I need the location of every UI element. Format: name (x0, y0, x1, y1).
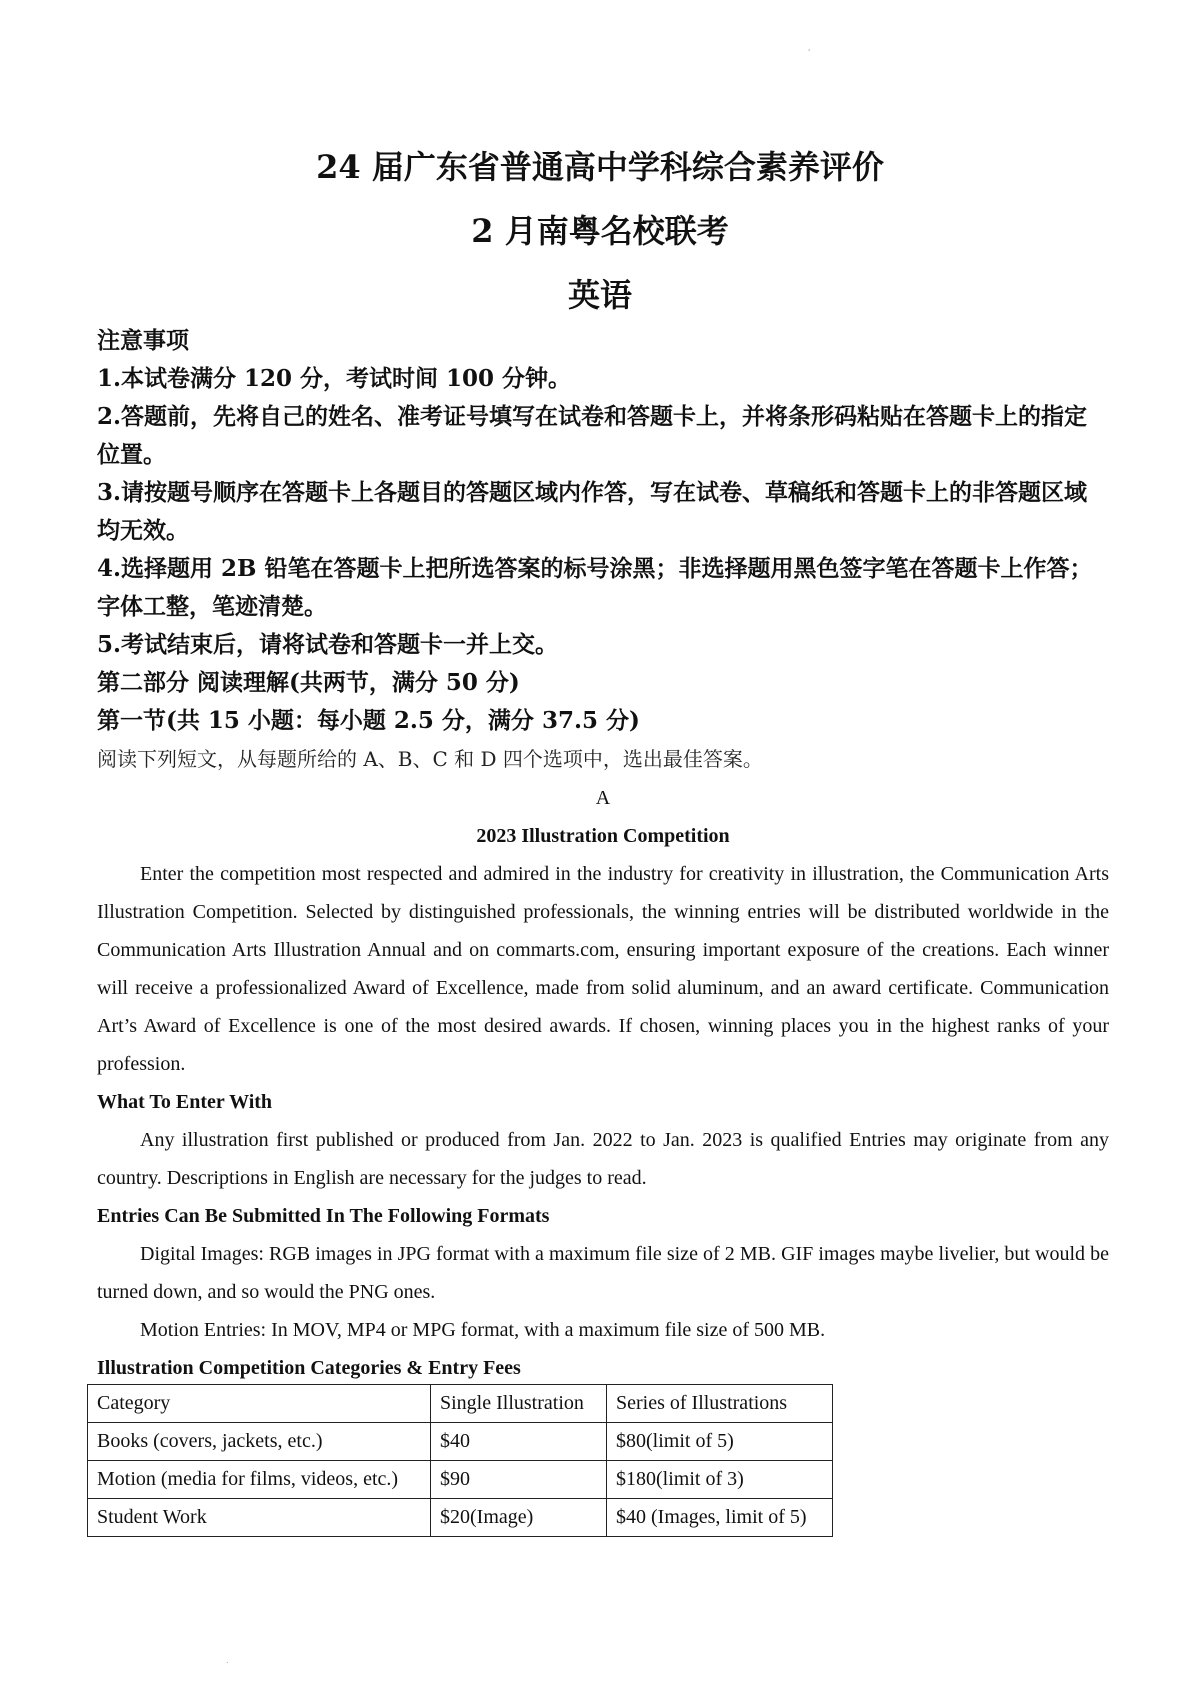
note-item: 4.选择题用 2B 铅笔在答题卡上把所选答案的标号涂黑；非选择题用黑色签字笔在答题卡上作答；字体工整，笔迹清楚。 (97, 555, 1093, 620)
subject-title: 英语 (567, 276, 632, 314)
scan-speck: ' (808, 48, 811, 57)
table-header-cell: Category (88, 1385, 431, 1423)
instruction-text: 阅读下列短文，从每题所给的 A、B、C 和 D 四个选项中，选出最佳答案。 (97, 747, 763, 771)
table-header-cell: Series of Illustrations (607, 1385, 833, 1423)
table-header-cell: Single Illustration (431, 1385, 607, 1423)
notes-block (97, 322, 1109, 778)
table-heading: Illustration Competition Categories & Entry Fees (97, 1357, 521, 1379)
table-cell: $90 (431, 1461, 607, 1499)
table-header-row (88, 1385, 833, 1423)
part-heading: 第二部分 阅读理解(共两节，满分 50 分) (97, 669, 520, 696)
passage-intro: Enter the competition most respected and admired in the industry for creativity in illustration, the Communication Arts Illustration Competition. Selected by distinguished professionals, the winning entries will be distributed worldwide in the Communication Arts Illustration Annual and on commarts.com, ensuring important exposure of the creations. Each winner will receive a professionalized Award of Excellence, made from solid aluminum, and an award certificate. Communication Art’s Award of Excellence is one of the most desired awards. If chosen, winning places you in the highest ranks of your profession. (97, 863, 1109, 1075)
passage-title: 2023 Illustration Competition (476, 825, 730, 847)
paragraph: Digital Images: RGB images in JPG format with a maximum file size of 2 MB. GIF images maybe livelier, but would be turned down, and so would the PNG ones. (97, 1243, 1109, 1303)
notes-heading: 注意事项 (97, 327, 189, 354)
table-cell: $40 (431, 1423, 607, 1461)
table-cell: Books (covers, jackets, etc.) (88, 1423, 431, 1461)
table-row (88, 1423, 833, 1461)
note-item: 2.答题前，先将自己的姓名、准考证号填写在试卷和答题卡上，并将条形码粘贴在答题卡上的指定位置。 (97, 403, 1088, 468)
table-row (88, 1461, 833, 1499)
passage-label: A (595, 787, 611, 809)
table-cell: $180(limit of 3) (607, 1461, 833, 1499)
section-heading: What To Enter With (97, 1091, 273, 1113)
exam-title: 24 届广东省普通高中学科综合素养评价 (316, 148, 884, 186)
table-cell: $80(limit of 5) (607, 1423, 833, 1461)
exam-subtitle: 2 月南粤名校联考 (471, 212, 729, 250)
paragraph: Any illustration first published or produced from Jan. 2022 to Jan. 2023 is qualified Entries may originate from any country. Descriptions in English are necessary for the judges to read. (97, 1129, 1109, 1189)
table-cell: Student Work (88, 1499, 431, 1537)
fees-table (87, 1384, 833, 1537)
note-item: 3.请按题号顺序在答题卡上各题目的答题区域内作答，写在试卷、草稿纸和答题卡上的非答题区域均无效。 (97, 479, 1088, 544)
passage-a (97, 779, 1109, 1387)
paragraph: Motion Entries: In MOV, MP4 or MPG format, with a maximum file size of 500 MB. (140, 1319, 826, 1341)
table-cell: Motion (media for films, videos, etc.) (88, 1461, 431, 1499)
table-row (88, 1499, 833, 1537)
table-cell: $20(Image) (431, 1499, 607, 1537)
sub-heading: 第一节(共 15 小题：每小题 2.5 分，满分 37.5 分) (97, 707, 640, 734)
section-heading: Entries Can Be Submitted In The Following Formats (97, 1205, 550, 1227)
note-item: 5.考试结束后，请将试卷和答题卡一并上交。 (97, 631, 559, 658)
table-cell: $40 (Images, limit of 5) (607, 1499, 833, 1537)
note-item: 1.本试卷满分 120 分，考试时间 100 分钟。 (97, 365, 572, 392)
scan-speck: . (226, 1656, 229, 1665)
